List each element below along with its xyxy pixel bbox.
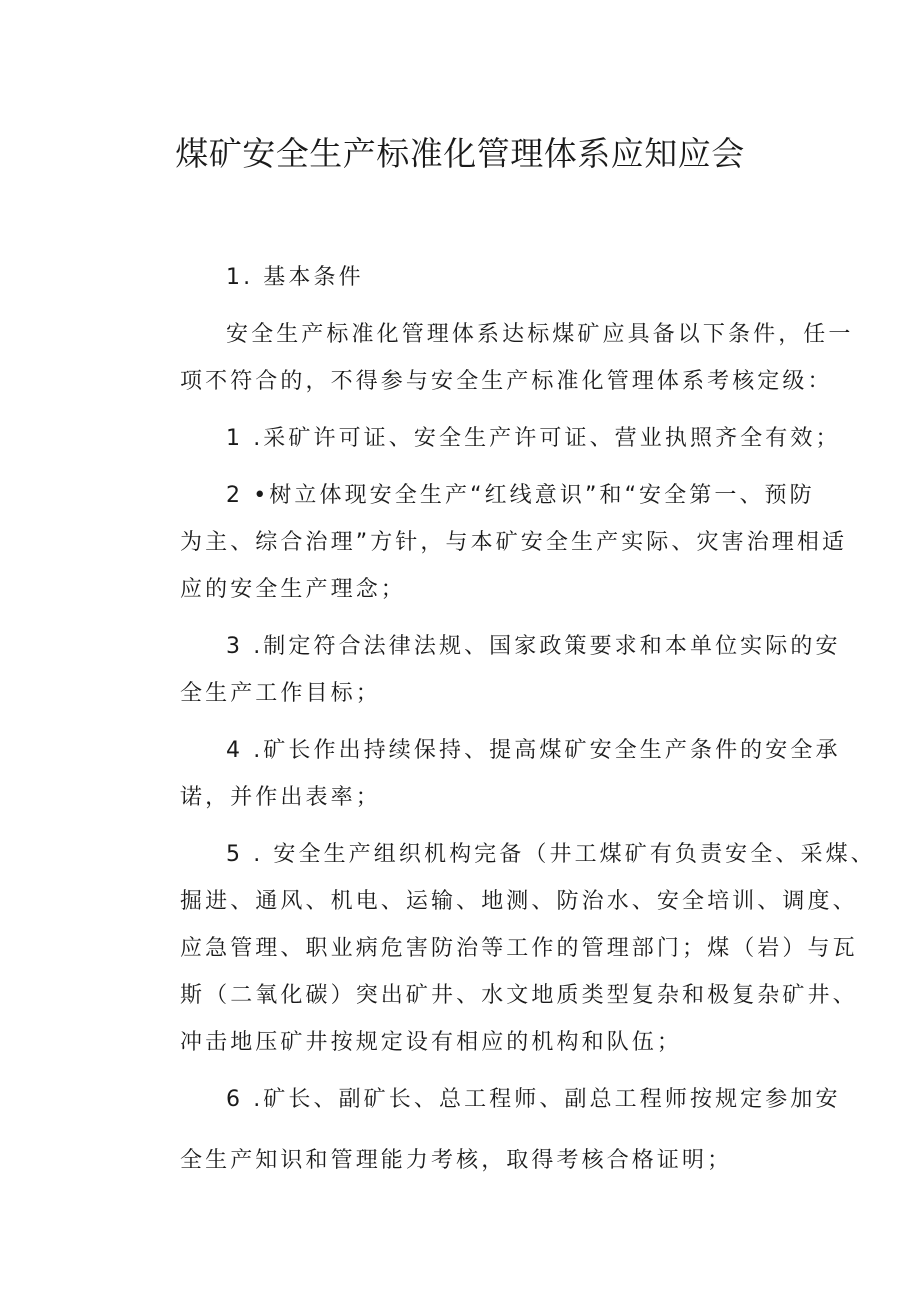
text-line: 3 .制定符合法律法规、国家政策要求和本单位实际的安 [226,634,841,659]
text-line: 为主、综合治理”方针，与本矿安全生产实际、灾害治理相适 [180,530,848,555]
condition-item-1 [136,415,841,462]
text-line: 诺，并作出表率； [180,785,381,810]
text-line: 应的安全生产理念； [180,577,406,602]
text-line: 1 .采矿许可证、安全生产许可证、营业执照齐全有效； [226,426,841,451]
condition-item-3 [136,623,841,717]
condition-item-2 [136,472,848,613]
text-line: 2 •树立体现安全生产“红线意识”和“安全第一、预防 [226,483,815,508]
text-line: 1. 基本条件 [226,265,364,290]
text-line: 斯（二氧化碳）突出矿井、水文地质类型复杂和极复杂矿井、 [180,983,858,1008]
condition-item-4 [136,727,841,821]
intro-paragraph [136,311,854,405]
text-line: 冲击地压矿井按规定设有相应的机构和队伍； [180,1030,683,1055]
document-body [136,254,876,1194]
text-line: 掘进、通风、机电、运输、地测、防治水、安全培训、调度、 [180,889,858,914]
text-line: 6 .矿长、副矿长、总工程师、副总工程师按规定参加安 [226,1087,841,1112]
text-line: 全生产工作目标； [180,681,381,706]
text-line: 4 .矿长作出持续保持、提高煤矿安全生产条件的安全承 [226,738,841,763]
text-line: 安全生产标准化管理体系达标煤矿应具备以下条件，任一 [226,322,854,347]
document-title: 煤矿安全生产标准化管理体系应知应会 [175,134,745,173]
text-line: 项不符合的，不得参与安全生产标准化管理体系考核定级： [180,369,833,394]
condition-item-5 [136,831,876,1066]
condition-item-6 [136,1076,841,1184]
text-line: 应急管理、职业病危害防治等工作的管理部门；煤（岩）与瓦 [180,936,858,961]
text-line: 5 . 安全生产组织机构完备（井工煤矿有负责安全、采煤、 [226,842,876,867]
text-line: 全生产知识和管理能力考核，取得考核合格证明； [180,1148,733,1173]
section-heading [136,254,796,301]
